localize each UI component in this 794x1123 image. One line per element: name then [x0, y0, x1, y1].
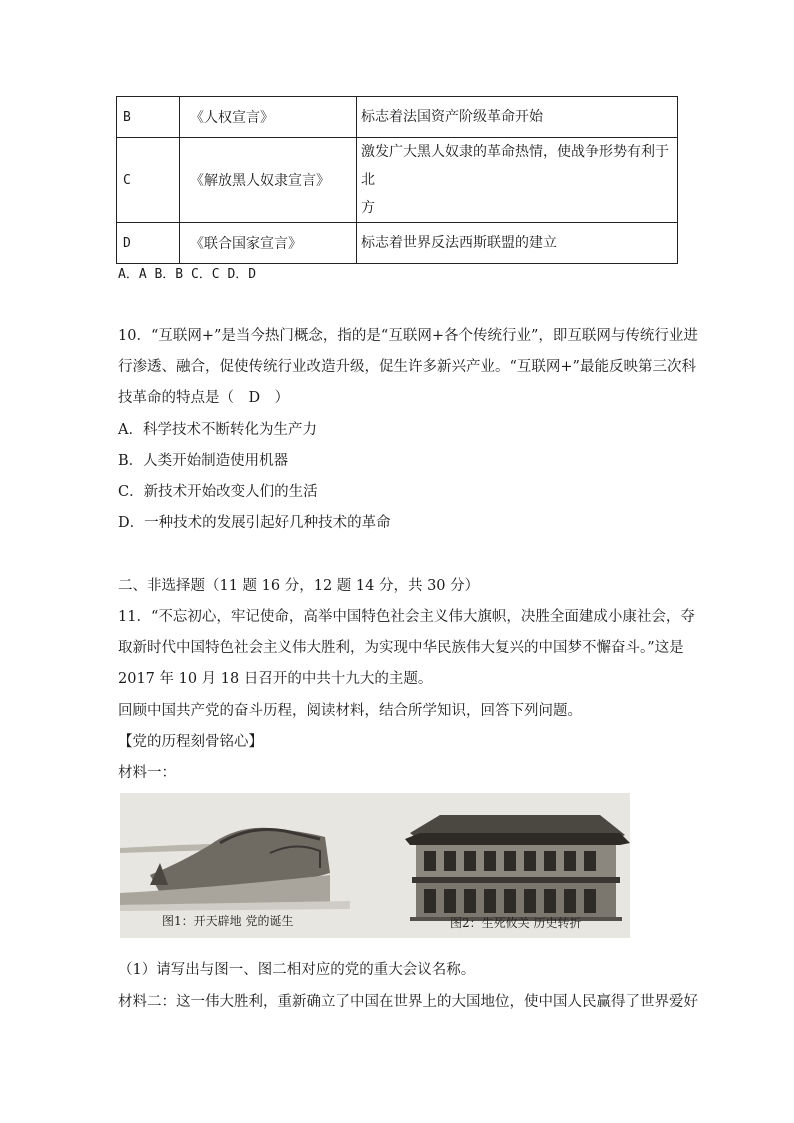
table-row	[117, 138, 678, 223]
historical-photos	[120, 793, 630, 938]
option-cell: D	[117, 223, 180, 264]
document-cell: 《解放黑人奴隶宣言》	[180, 138, 357, 223]
table-row	[117, 223, 678, 264]
document-cell: 《联合国家宣言》	[180, 223, 357, 264]
meaning-cell: 标志着世界反法西斯联盟的建立	[357, 223, 678, 264]
q10-stem-line: 10．“互联网+”是当今热门概念，指的是“互联网+各个传统行业”，即互联网与传统行业进	[118, 328, 698, 344]
q9-choices: A．A B．B C．C D．D	[118, 267, 257, 282]
figure1-caption: 图1：开天辟地 党的诞生	[162, 914, 294, 928]
option-cell: C	[117, 138, 180, 223]
q10-option-a: A．科学技术不断转化为生产力	[118, 422, 317, 438]
q10-stem-line: 技革命的特点是（ D ）	[118, 390, 290, 406]
meaning-cell: 标志着法国资产阶级革命开始	[357, 97, 678, 138]
material2-text: 材料二：这一伟大胜利，重新确立了中国在世界上的大国地位，使中国人民赢得了世界爱好	[118, 994, 698, 1010]
q10-stem-line: 行渗透、融合，促使传统行业改造升级，促生许多新兴产业。“互联网+”最能反映第三次科	[118, 359, 696, 375]
document-cell: 《人权宣言》	[180, 97, 357, 138]
meaning-line: 激发广大黑人奴隶的革命热情，使战争形势有利于北	[361, 144, 669, 188]
q11-stem-line: 2017 年 10 月 18 日召开的中共十九大的主题。	[118, 671, 433, 687]
q10-option-c: C．新技术开始改变人们的生活	[118, 484, 318, 500]
table-row	[117, 97, 678, 138]
material1-label: 材料一：	[118, 765, 176, 781]
option-cell: B	[117, 97, 180, 138]
meaning-line: 方	[361, 200, 375, 216]
instruction-text: 回顾中国共产党的奋斗历程，阅读材料，结合所学知识，回答下列问题。	[118, 703, 582, 719]
building-illustration	[405, 815, 630, 921]
question-1: （1）请写出与图一、图二相对应的党的重大会议名称。	[118, 962, 476, 978]
q10-option-d: D．一种技术的发展引起好几种技术的革命	[118, 515, 391, 531]
figure2-caption: 图2：生死攸关 历史转折	[450, 916, 582, 930]
historical-illustrations	[120, 793, 630, 938]
section-heading: 二、非选择题（11 题 16 分，12 题 14 分，共 30 分）	[118, 578, 480, 594]
q11-stem-line: 取新时代中国特色社会主义伟大胜利，为实现中华民族伟大复兴的中国梦不懈奋斗。”这是	[118, 640, 684, 656]
q11-stem-line: 11．“不忘初心，牢记使命，高举中国特色社会主义伟大旗帜，决胜全面建成小康社会，夺	[118, 609, 695, 625]
meaning-cell	[357, 138, 678, 223]
q10-option-b: B．人类开始制造使用机器	[118, 453, 289, 469]
comparison-table	[116, 96, 678, 264]
subheading: 【党的历程刻骨铭心】	[118, 734, 263, 750]
